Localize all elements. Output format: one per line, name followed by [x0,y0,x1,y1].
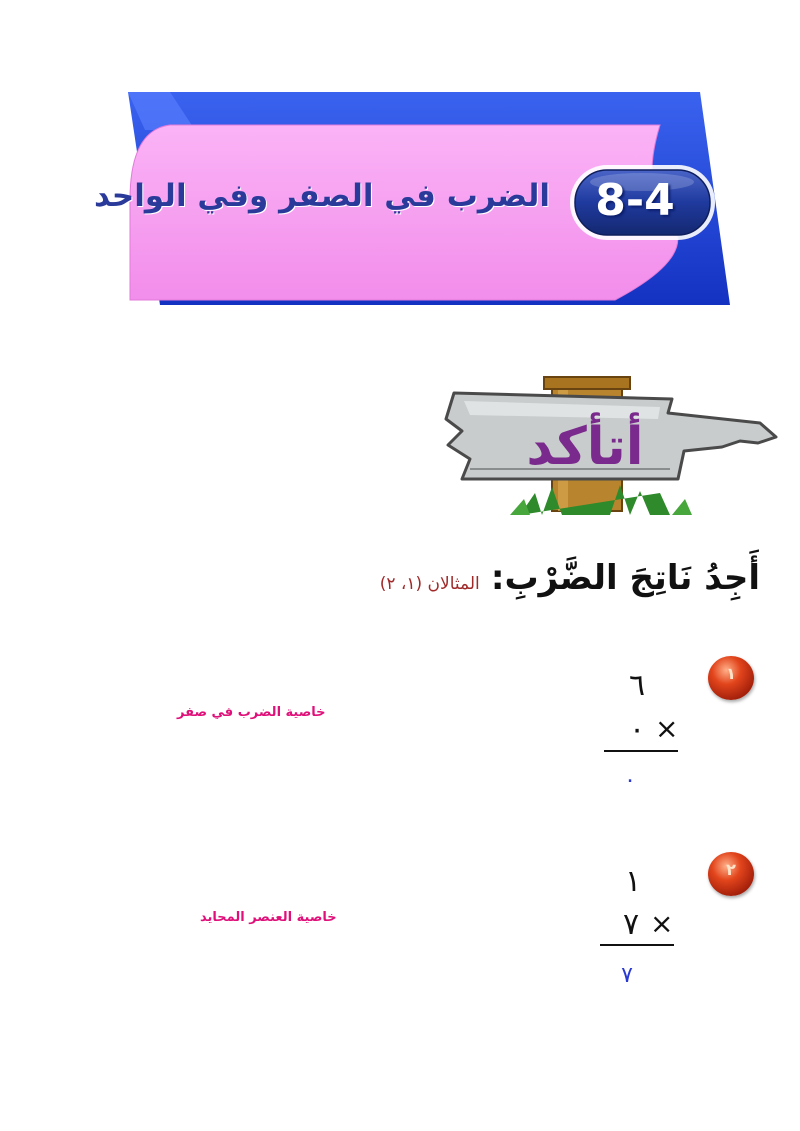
multiply-sign: × [650,907,674,940]
top-digit: ١ [624,864,642,899]
lesson-number-badge: 8-4 [595,175,675,226]
sum-line [600,944,674,946]
multiply-sign: × [655,712,679,745]
example-reference: المثالان (١، ٢) [379,574,480,594]
instruction-text: أَجِدُ نَاتِجَ الضَّرْبِ: [490,558,760,598]
bottom-digit: ٠ [628,712,646,747]
problem-bullet-icon [708,656,754,700]
instruction-line [330,558,760,598]
problem-number: ١ [726,664,736,683]
lesson-title: الضرب في الصفر وفي الواحد [94,178,550,214]
sum-line [604,750,678,752]
bottom-digit: ٧ [622,907,640,942]
problem-bullet-icon [708,852,754,896]
problem-number: ٢ [726,860,736,879]
top-digit: ٦ [628,668,646,703]
property-label: خاصية العنصر المحايد [200,910,337,925]
property-label: خاصية الضرب في صفر [177,705,326,720]
sign-label: أتأكد [526,417,644,477]
answer: ٠ [624,768,636,793]
answer: ٧ [621,963,633,988]
